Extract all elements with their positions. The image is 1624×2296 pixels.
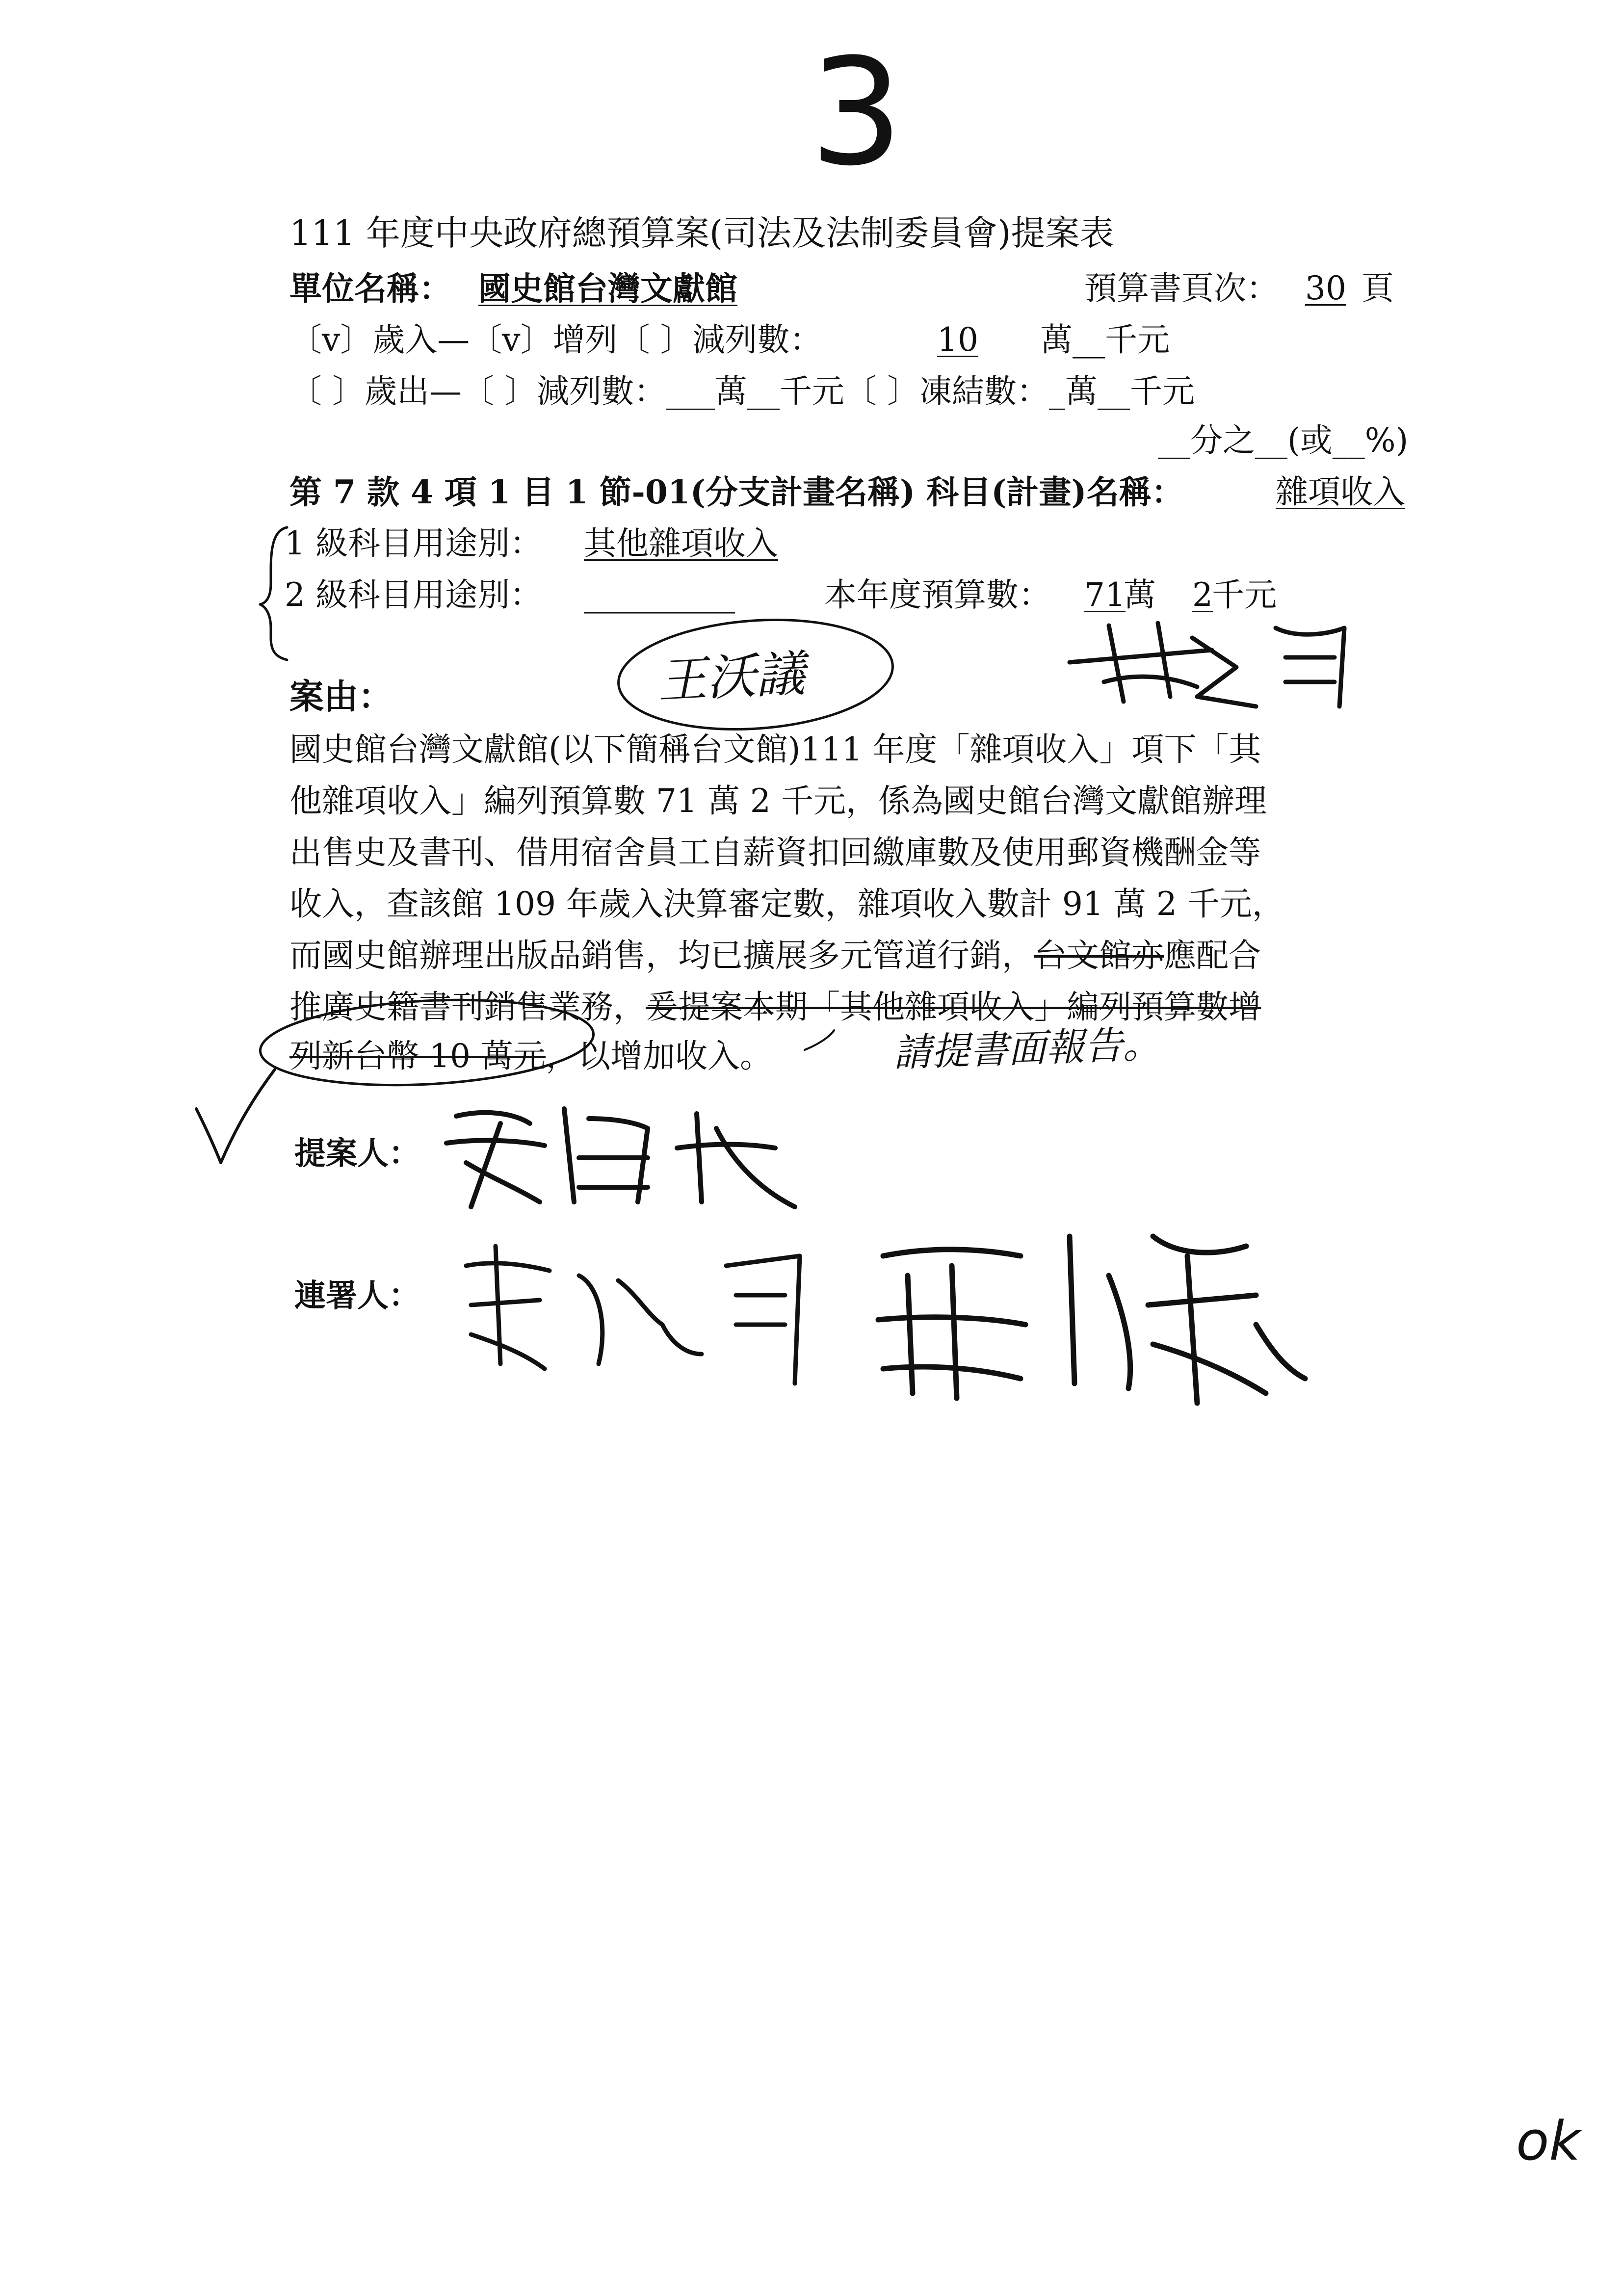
- revenue-row-label: 〔v〕歲入—〔v〕增列〔 〕減列數：: [289, 321, 822, 359]
- cosigner-signature-2: [878, 1236, 1305, 1403]
- reason-line-4: 收入，查該館 109 年歲入決算審定數，雜項收入數計 91 萬 2 千元，: [289, 885, 1284, 923]
- handwritten-page-number: 3: [810, 27, 903, 198]
- level1-value: 其他雜項收入: [584, 524, 778, 562]
- reason-line-7-b: ，以增加收入。: [545, 1037, 772, 1075]
- level2-blank: ____________: [584, 576, 731, 614]
- budget-value-2: 2: [1192, 576, 1213, 614]
- reason-line-5-b: 應配合: [1164, 937, 1261, 974]
- page-ref-value: 30: [1305, 269, 1346, 307]
- handwritten-ok: ok: [1516, 2110, 1581, 2172]
- form-title: 111 年度中央政府總預算案(司法及法制委員會)提案表: [289, 213, 1114, 253]
- budget-value-1: 71: [1084, 576, 1126, 614]
- budget-unit-1: 萬: [1124, 576, 1156, 614]
- level2-label: 2 級科目用途別：: [285, 576, 542, 614]
- reason-line-3: 出售史及書刊、借用宿舍員工自薪資扣回繳庫數及使用郵資機酬金等: [289, 834, 1261, 871]
- expense-row: 〔 〕歲出—〔 〕減列數：___萬__千元〔 〕凍結數：_萬__千元: [289, 372, 1195, 410]
- oval-mark: [258, 992, 596, 1093]
- signature-upper: [1070, 623, 1344, 706]
- brace-mark: [260, 527, 287, 660]
- proposer-signature: [446, 1109, 795, 1207]
- page-ref-suffix: 頁: [1362, 269, 1394, 307]
- reason-line-5-a: 而國史館辦理出版品銷售，均已擴展多元管道行銷，: [289, 937, 1034, 974]
- budget-label: 本年度預算數：: [824, 576, 1051, 614]
- budget-unit-2: 千元: [1212, 576, 1277, 614]
- check-mark: [196, 1070, 275, 1163]
- circle-mark: [615, 611, 896, 738]
- revenue-amount: 10: [937, 321, 978, 359]
- reason-line-5-struck: 台文館亦: [1034, 937, 1164, 974]
- reason-line-6-a: 推廣史籍書刊銷售業務，: [289, 988, 646, 1026]
- page-ref-label: 預算書頁次：: [1084, 269, 1279, 307]
- section-line: 第 7 款 4 項 1 目 1 節-01(分支計畫名稱) 科目(計畫)名稱：: [289, 473, 1184, 511]
- reason-line-1: 國史館台灣文獻館(以下簡稱台文館)111 年度「雜項收入」項下「其: [289, 731, 1261, 768]
- unit-label: 單位名稱：: [289, 269, 451, 308]
- cosigner-signature-1: [466, 1246, 800, 1383]
- fraction-row: __分之__(或__%): [1158, 421, 1409, 459]
- unit-value: 國史館台灣文獻館: [478, 269, 737, 308]
- item-name: 雜項收入: [1276, 473, 1405, 511]
- reason-line-7-struck: 列新台幣 10 萬元: [289, 1037, 546, 1075]
- proposer-label: 提案人：: [294, 1135, 420, 1172]
- cosigner-label: 連署人：: [294, 1278, 420, 1314]
- reason-heading: 案由：: [289, 676, 393, 717]
- reason-line-2: 他雜項收入」編列預算數 71 萬 2 千元，係為國史館台灣文獻館辦理: [289, 782, 1267, 820]
- level1-label: 1 級科目用途別：: [285, 524, 542, 562]
- handwritten-note: 請提書面報告。: [892, 1022, 1162, 1076]
- revenue-row-unit: 萬__千元: [1040, 321, 1170, 359]
- arrow-mark: [805, 1030, 834, 1050]
- handwritten-circled-name: 王沃議: [656, 645, 807, 710]
- reason-line-6-struck: 爰提案本期「其他雜項收入」編列預算數增: [646, 988, 1261, 1026]
